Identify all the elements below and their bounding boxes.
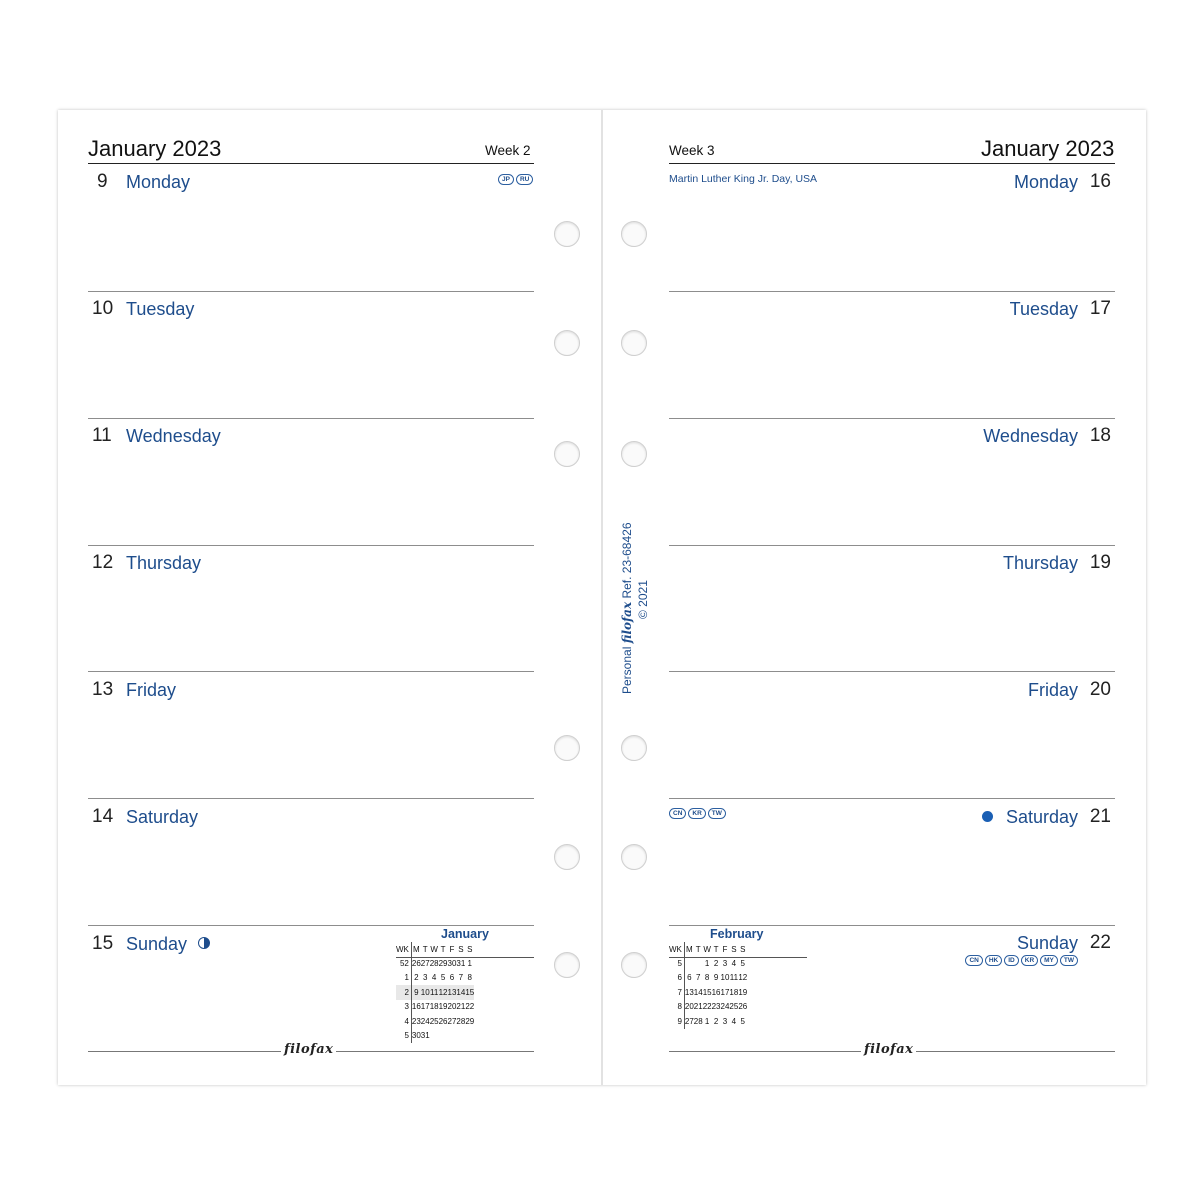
date-cell: 14 [693, 987, 703, 997]
header-cell: T [440, 944, 446, 954]
day-number: 22 [1089, 932, 1111, 953]
date-cell: 10 [421, 985, 430, 1000]
day-name: Thursday [1002, 553, 1078, 573]
date-cell: 13 [684, 987, 694, 997]
new-moon-icon [982, 811, 993, 822]
header-cell: T [422, 944, 428, 954]
punch-hole [621, 952, 647, 978]
punch-hole [554, 221, 580, 247]
punch-hole [554, 844, 580, 870]
right-week-label: Week 3 [669, 143, 715, 158]
day-number: 11 [92, 425, 112, 446]
date-cell: 28 [693, 1016, 703, 1026]
day-separator [88, 291, 534, 292]
date-cell: 27 [420, 958, 430, 968]
header-cell: S [467, 944, 473, 954]
mini-calendar-header-rule [669, 957, 807, 958]
country-badge: TW [1060, 955, 1078, 966]
country-badge: KR [688, 808, 705, 819]
day-name: Saturday [126, 807, 199, 827]
date-cell: 11 [430, 985, 439, 1000]
week-number: 9 [669, 1014, 684, 1029]
date-cell: 30 [447, 958, 457, 968]
date-cell: 24 [720, 1002, 730, 1012]
day-separator [669, 545, 1115, 546]
date-cell [694, 956, 703, 971]
week-number: 4 [396, 1014, 411, 1029]
date-cell: 22 [465, 1002, 475, 1012]
left-header-rule [88, 163, 534, 164]
date-cell: 9 [411, 985, 420, 1000]
day-name: Saturday [1005, 807, 1078, 827]
filofax-logo: filofax [281, 1042, 336, 1057]
date-cell [456, 1029, 465, 1044]
day-name: Thursday [126, 553, 202, 573]
mini-calendar-row [396, 1000, 474, 1015]
mini-calendar-row [669, 985, 747, 1000]
date-cell: 12 [738, 973, 748, 983]
header-cell: M [686, 944, 693, 954]
day-number: 21 [1089, 806, 1111, 827]
first-quarter-moon-icon [198, 937, 210, 949]
header-cell: S [731, 944, 737, 954]
date-cell: 3 [722, 958, 728, 968]
date-cell: 26 [738, 1002, 748, 1012]
mini-calendar-header [669, 942, 747, 956]
spine-text-rotated [620, 522, 652, 694]
header-cell: T [713, 944, 719, 954]
date-cell: 3 [722, 1016, 728, 1026]
country-badge: ID [1004, 955, 1019, 966]
mini-calendar-header-rule [396, 957, 534, 958]
date-cell: 8 [467, 973, 472, 983]
day-separator [88, 925, 534, 926]
punch-hole [621, 221, 647, 247]
week-number: 3 [396, 1000, 411, 1015]
day-separator [669, 418, 1115, 419]
left-week-label: Week 2 [485, 143, 531, 158]
mini-calendar-row [396, 1029, 474, 1044]
day-number: 16 [1089, 171, 1111, 192]
date-cell: 18 [429, 1002, 439, 1012]
date-cell: 28 [456, 1016, 466, 1026]
date-cell: 26 [438, 1016, 448, 1026]
day-name: Friday [1027, 680, 1078, 700]
date-cell: 1 [704, 958, 710, 968]
date-cell: 15 [702, 987, 712, 997]
date-cell: 19 [438, 1002, 448, 1012]
date-cell: 2 [713, 1016, 719, 1026]
header-cell: S [740, 944, 746, 954]
date-cell: 29 [438, 958, 448, 968]
date-cell: 17 [420, 1002, 430, 1012]
day-separator [88, 671, 534, 672]
country-badge: MY [1040, 955, 1058, 966]
date-cell: 14 [456, 985, 465, 1000]
date-cell: 28 [429, 958, 439, 968]
date-cell: 5 [740, 1016, 745, 1026]
date-cell: 16 [411, 1002, 421, 1012]
day-name: Monday [1013, 172, 1078, 192]
day-name: Wednesday [126, 426, 221, 446]
date-cell: 10 [720, 973, 730, 983]
holiday-badges [498, 174, 533, 185]
mini-calendar-row [669, 971, 747, 986]
header-cell: W [430, 944, 438, 954]
day-separator [669, 798, 1115, 799]
right-page [603, 110, 1146, 1085]
diary-spread [58, 110, 1146, 1085]
date-cell: 25 [729, 1002, 739, 1012]
week-number: 5 [396, 1029, 411, 1044]
mini-calendar-row [396, 956, 474, 971]
day-number: 19 [1089, 552, 1111, 573]
week-number: 6 [669, 971, 684, 986]
week-number: 7 [669, 985, 684, 1000]
header-cell: WK [669, 942, 684, 956]
day-name: Tuesday [126, 299, 195, 319]
day-number: 18 [1089, 425, 1111, 446]
date-cell: 7 [458, 973, 464, 983]
date-cell: 31 [420, 1031, 430, 1041]
mini-calendar-current-week [396, 985, 474, 1000]
date-cell: 12 [439, 985, 448, 1000]
spine-line-1 [620, 522, 636, 694]
date-cell: 17 [720, 987, 730, 997]
day-number: 10 [92, 298, 114, 319]
country-badge: KR [1021, 955, 1038, 966]
mini-calendar-title: January [441, 927, 489, 941]
spine-filofax-logo: filofax [620, 601, 634, 644]
mini-calendar-row [396, 1014, 474, 1029]
punch-hole [621, 735, 647, 761]
day-name: Wednesday [983, 426, 1078, 446]
date-cell: 2 [414, 973, 419, 983]
day-number: 17 [1089, 298, 1111, 319]
punch-hole [554, 330, 580, 356]
country-badge: JP [498, 174, 514, 185]
day-name: Sunday [126, 934, 188, 954]
week-number: 5 [669, 956, 684, 971]
right-header-rule [669, 163, 1115, 164]
spine-format: Personal [620, 646, 634, 694]
left-page [58, 110, 601, 1085]
date-cell: 20 [447, 1002, 457, 1012]
punch-hole [554, 952, 580, 978]
date-cell [448, 1029, 457, 1044]
holiday-badges [965, 955, 1078, 966]
date-cell: 21 [693, 1002, 703, 1012]
day-separator [669, 671, 1115, 672]
date-cell: 27 [447, 1016, 457, 1026]
week-number: 1 [396, 971, 411, 986]
day-name: Tuesday [1009, 299, 1078, 319]
date-cell: 27 [684, 1016, 694, 1026]
header-cell: F [449, 944, 455, 954]
date-cell: 7 [696, 973, 701, 983]
spine-ref: Ref. 23-68426 [620, 522, 634, 599]
date-cell: 4 [731, 958, 737, 968]
date-cell: 4 [731, 1016, 737, 1026]
date-cell: 2 [713, 958, 719, 968]
day-name: Sunday [1016, 933, 1078, 953]
country-badge: RU [516, 174, 533, 185]
week-number: 52 [396, 956, 411, 971]
date-cell: 15 [465, 985, 474, 1000]
week-number: 2 [396, 985, 411, 1000]
day-separator [88, 545, 534, 546]
date-cell: 9 [713, 973, 719, 983]
day-number: 12 [92, 552, 114, 573]
date-cell: 20 [684, 1002, 694, 1012]
date-cell: 1 [704, 1016, 710, 1026]
mini-calendar-row [669, 1014, 747, 1029]
date-cell: 23 [711, 1002, 721, 1012]
country-badge: CN [965, 955, 982, 966]
header-cell: S [458, 944, 464, 954]
day-number: 14 [92, 806, 114, 827]
day-separator [669, 291, 1115, 292]
date-cell: 18 [729, 987, 739, 997]
day-name: Monday [126, 172, 191, 192]
holiday-label: Martin Luther King Jr. Day, USA [669, 173, 818, 185]
week-number: 8 [669, 1000, 684, 1015]
punch-hole [554, 735, 580, 761]
date-cell [430, 1029, 439, 1044]
country-badge: HK [985, 955, 1002, 966]
country-badge: CN [669, 808, 686, 819]
mini-calendar-header [396, 942, 474, 956]
date-cell: 5 [740, 958, 745, 968]
punch-hole [621, 844, 647, 870]
date-cell: 25 [429, 1016, 439, 1026]
date-cell: 8 [704, 973, 710, 983]
day-number: 20 [1089, 679, 1111, 700]
date-cell: 6 [449, 973, 455, 983]
mini-calendar-title: February [710, 927, 764, 941]
header-cell: M [413, 944, 420, 954]
day-name: Friday [126, 680, 177, 700]
punch-hole [621, 330, 647, 356]
date-cell [439, 1029, 448, 1044]
day-separator [669, 925, 1115, 926]
date-cell: 21 [456, 1002, 466, 1012]
country-badge: TW [708, 808, 726, 819]
punch-hole [621, 441, 647, 467]
date-cell: 16 [711, 987, 721, 997]
mini-calendar-row [396, 971, 474, 986]
mini-calendar-grid [669, 942, 747, 1029]
date-cell: 22 [702, 1002, 712, 1012]
day-separator [88, 798, 534, 799]
header-cell: WK [396, 942, 411, 956]
date-cell: 26 [411, 958, 421, 968]
date-cell: 23 [411, 1016, 421, 1026]
mini-calendar-row [669, 956, 747, 971]
spine-copyright: © 2021 [636, 580, 650, 619]
date-cell: 29 [465, 1016, 475, 1026]
holiday-badges [669, 808, 726, 819]
left-month-title: January 2023 [88, 136, 222, 161]
punch-hole [554, 441, 580, 467]
date-cell: 3 [423, 973, 428, 983]
date-cell: 6 [687, 973, 692, 983]
date-cell: 13 [448, 985, 457, 1000]
date-cell: 31 [456, 958, 466, 968]
header-cell: T [695, 944, 701, 954]
day-number: 9 [97, 171, 108, 192]
date-cell: 11 [729, 973, 739, 983]
mini-calendar-row [669, 1000, 747, 1015]
header-cell: F [722, 944, 728, 954]
date-cell: 24 [420, 1016, 430, 1026]
date-cell: 19 [738, 987, 748, 997]
date-cell [465, 1029, 474, 1044]
date-cell: 5 [440, 973, 446, 983]
date-cell: 30 [411, 1031, 421, 1041]
date-cell: 4 [431, 973, 437, 983]
day-separator [88, 418, 534, 419]
day-number: 15 [92, 933, 114, 954]
filofax-logo: filofax [861, 1042, 916, 1057]
right-month-title: January 2023 [981, 136, 1115, 161]
header-cell: W [703, 944, 711, 954]
date-cell: 1 [467, 958, 472, 968]
date-cell [684, 956, 693, 971]
day-number: 13 [92, 679, 114, 700]
